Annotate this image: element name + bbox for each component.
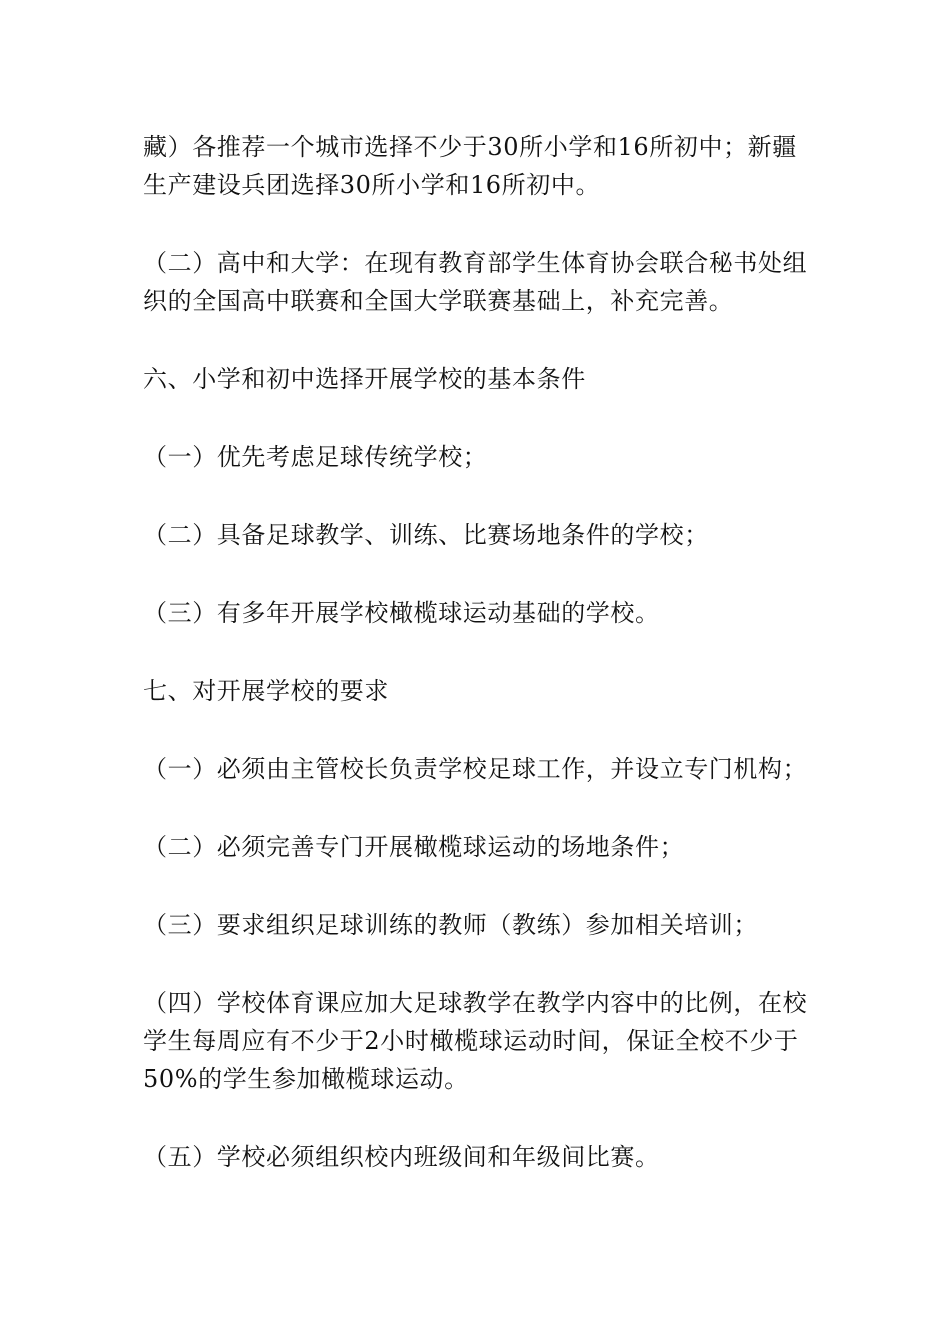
list-item-seven-1: （一）必须由主管校长负责学校足球工作，并设立专门机构； bbox=[143, 755, 808, 783]
section-heading-six: 六、小学和初中选择开展学校的基本条件 bbox=[143, 365, 586, 393]
list-item-seven-4: （四）学校体育课应加大足球教学在教学内容中的比例，在校学生每周应有不少于2小时橄榄球运动时间，保证全校不少于50%的学生参加橄榄球运动。 bbox=[143, 989, 808, 1093]
list-item-seven-3: （三）要求组织足球训练的教师（教练）参加相关培训； bbox=[143, 911, 758, 939]
list-item-six-1: （一）优先考虑足球传统学校； bbox=[143, 443, 488, 471]
list-item-six-2: （二）具备足球教学、训练、比赛场地条件的学校； bbox=[143, 521, 709, 549]
paragraph-gap bbox=[143, 476, 813, 516]
paragraph-gap bbox=[143, 204, 813, 244]
list-item-seven-5: （五）学校必须组织校内班级间和年级间比赛。 bbox=[143, 1143, 660, 1171]
paragraph-gap bbox=[143, 398, 813, 438]
section-heading-seven: 七、对开展学校的要求 bbox=[143, 677, 389, 705]
paragraph-gap bbox=[143, 866, 813, 906]
paragraph-gap bbox=[143, 788, 813, 828]
paragraph-gap bbox=[143, 320, 813, 360]
paragraph-gap bbox=[143, 1098, 813, 1138]
paragraph-gap bbox=[143, 710, 813, 750]
paragraph-continuation: 藏）各推荐一个城市选择不少于30所小学和16所初中；新疆生产建设兵团选择30所小学和16所初中。 bbox=[143, 133, 797, 199]
document-body bbox=[143, 128, 813, 1176]
list-item-six-3: （三）有多年开展学校橄榄球运动基础的学校。 bbox=[143, 599, 660, 627]
paragraph-gap bbox=[143, 554, 813, 594]
paragraph-gap bbox=[143, 944, 813, 984]
paragraph-high-school-university: （二）高中和大学：在现有教育部学生体育协会联合秘书处组织的全国高中联赛和全国大学联赛基础上，补充完善。 bbox=[143, 249, 808, 315]
paragraph-gap bbox=[143, 632, 813, 672]
list-item-seven-2: （二）必须完善专门开展橄榄球运动的场地条件； bbox=[143, 833, 685, 861]
